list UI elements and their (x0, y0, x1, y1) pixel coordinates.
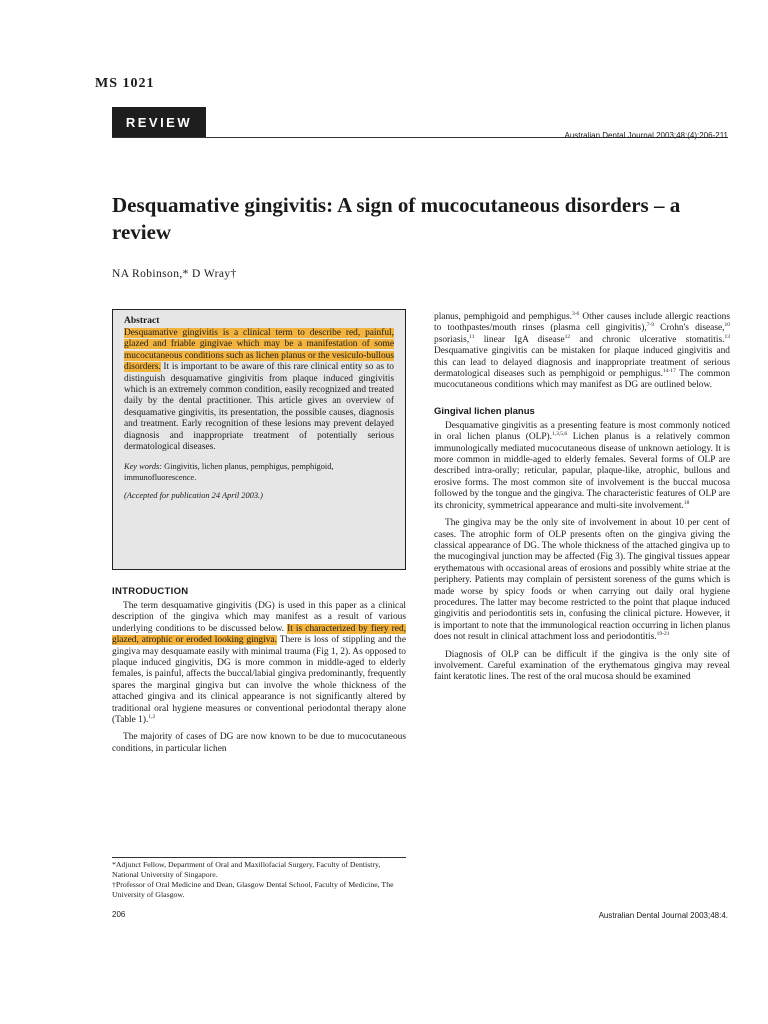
introduction-section (112, 586, 406, 761)
keywords-label: Key words: (124, 462, 163, 472)
footnotes (112, 860, 406, 900)
abstract-text (124, 328, 394, 453)
continued-paragraph: planus, pemphigoid and pemphigus.$^{3-6}$ Other causes include allergic reactions to toothpastes/mouth rinses (plasma cell gingivitis),$^{7-9}$ Crohn's disease,$^{10}$ psoriasis,$^{11}$ linear IgA disease$^{12}$ and chronic ulcerative stomatitis.$^{13}$ Desquamative gingivitis can be mistaken for plaque induced gingivitis and this can lead to delayed diagnosis and inappropriate treatment of serious dermatological diseases such as pemphigoid or pemphigus.$^{14-17}$ The common mucocutaneous conditions which may manifest as DG are outlined below. (434, 310, 731, 391)
abstract-body: It is important to be aware of this rare clinical entity so as to distinguish desquamative gingivitis from plaque induced gingivitis which is an extremely common condition, easily recognized and treated daily by the dental practitioner. This article gives an overview of desquamative gingivitis, its presentation, the possible causes, diagnosis and treatment. Early recognition of these lesions may prevent delayed diagnosis and inappropriate treatment of potentially serious dermatological diseases. (124, 362, 394, 453)
abstract-box (112, 309, 406, 570)
section-badge: REVIEW (112, 107, 206, 137)
accepted-date: (Accepted for publication 24 April 2003.) (124, 491, 263, 501)
article-title: Desquamative gingivitis: A sign of mucocutaneous disorders – a review (112, 193, 681, 244)
page-number: 206 (112, 910, 126, 919)
footnote-2: †Professor of Oral Medicine and Dean, Glasgow Dental School, Faculty of Medicine, The University of Glasgow. (112, 880, 394, 899)
lichen-planus-paragraph-3: Diagnosis of OLP can be difficult if the gingiva is the only site of involvement. Careful examination of the erythematous gingiva may reveal faint keratotic lines. The rest of the oral mucosa should be examined (434, 649, 730, 683)
introduction-paragraph-2: The majority of cases of DG are now known to be due to mucocutaneous conditions, in particular lichen (112, 732, 406, 754)
footer-journal: Australian Dental Journal 2003;48:4. (598, 911, 728, 920)
footnote-1: *Adjunct Fellow, Department of Oral and Maxillofacial Surgery, Faculty of Dentistry, National University of Singapore. (112, 860, 381, 879)
introduction-heading: INTRODUCTION (112, 586, 189, 597)
introduction-paragraph-1: The term desquamative gingivitis (DG) is used in this paper as a clinical description of the gingiva which may manifest as a result of various underlying conditions to be discussed below. It is characterized by fiery red, glazed, atrophic or eroded looking gingiva. There is loss of stippling and the gingiva may desquamate easily with minimal trauma (Fig 1, 2). As opposed to plaque induced gingivitis, DG is more common in middle-aged to elderly females, is painful, affects the buccal/labial gingiva predominantly, frequently spares the marginal gingiva but can involve the whole thickness of the attached gingiva and its clinical appearance is not significantly altered by traditional oral hygiene measures or conventional periodontal therapy alone (Table 1).$^{1,2}$ (112, 601, 406, 726)
introduction-highlight: It is characterized by fiery red, glazed, atrophic or eroded looking gingiva. (112, 623, 406, 646)
article-authors: NA Robinson,* D Wray† (112, 268, 237, 280)
lichen-planus-paragraph-1: Desquamative gingivitis as a presenting feature is most commonly noticed in oral lichen planus (OLP).$^{1,3,5,6}$ Lichen planus is a relatively common immunologically mediated mucocutaneous disease of unknown aetiology. It is more common in middle-aged to elderly females. Several forms of OLP are described intra-orally; reticular, papular, plaque-like, atrophic, bullous and erosive forms. The most common site of involvement is the buccal mucosa followed by the tongue and the gingiva. The characteristic features of OLP are its chronicity, symmetrical appearance and multi-site involvement.$^{18}$ (434, 420, 730, 511)
footnote-rule (112, 857, 406, 858)
keywords (124, 461, 394, 483)
lichen-planus-heading: Gingival lichen planus (434, 405, 535, 417)
right-column (434, 312, 730, 690)
abstract-highlight: Desquamative gingivitis is a clinical term to describe red, painful, glazed and friable gingivae which may be a manifestation of some mucocutaneous conditions such as lichen planus or the vesiculo-bullous disorders. (124, 328, 394, 373)
lichen-planus-paragraph-2: The gingiva may be the only site of involvement in about 10 per cent of cases. The atrophic form of OLP presents often on the gingiva giving the classical appearance of DG. The whole thickness of the attached gingiva up to the mucogingival junction may be affected (Fig 3). The gingival tissues appear erythematous with occasional areas of erosions and possibly white striae at the periphery. Patients may complain of persistent soreness of the gums which is made worse by spicy foods or when carrying out daily oral hygiene procedures. The latter may become restricted to the point that plaque induced gingivitis and periodontitis sets in, confusing the clinical picture. However, it is important to note that the immunological reaction occurring in lichen planus does not result in clinical attachment loss and periodontitis.$^{19-21}$ (434, 518, 730, 643)
manuscript-code: MS 1021 (95, 76, 155, 91)
journal-reference: Australian Dental Journal 2003;48:(4):206-211 (564, 131, 728, 140)
abstract-heading: Abstract (124, 316, 160, 326)
keywords-list: Gingivitis, lichen planus, pemphigus, pemphigoid, immunofluorescence. (124, 462, 334, 483)
